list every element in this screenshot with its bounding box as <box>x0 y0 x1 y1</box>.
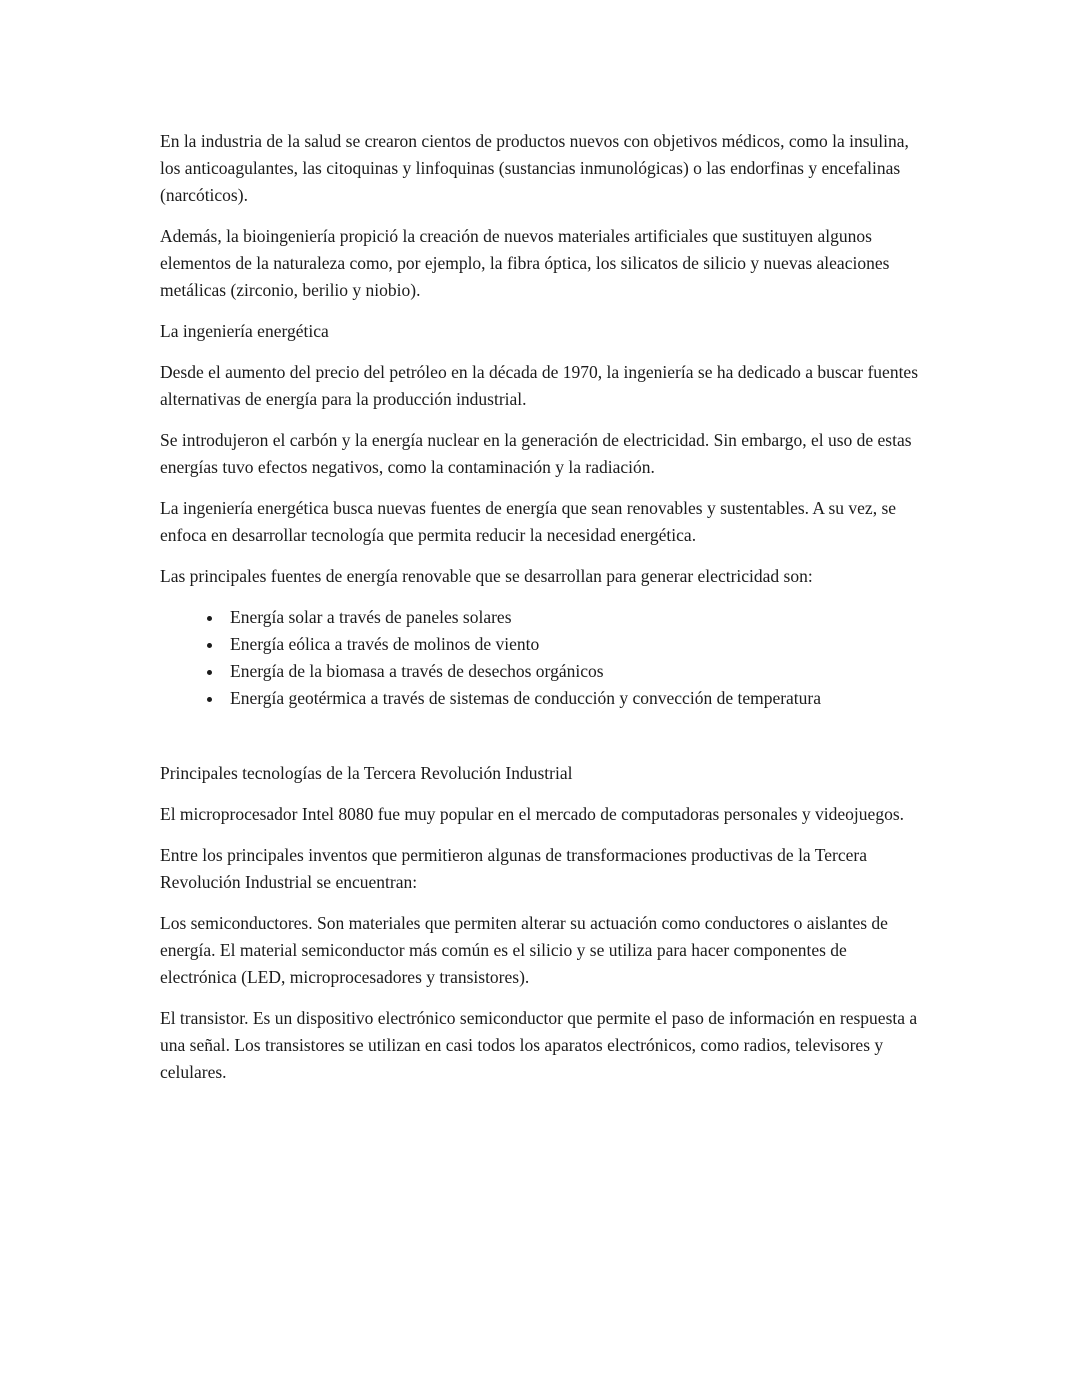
list-item-biomass: • Energía de la biomasa a través de desechos orgánicos <box>224 658 920 685</box>
paragraph-renewable-sources-intro: Las principales fuentes de energía renovable que se desarrollan para generar electricidad son: <box>160 566 813 586</box>
paragraph-main-inventions-intro: Entre los principales inventos que permitieron algunas de transformaciones productivas de la Tercera Revolución Industrial se encuentran: <box>160 845 867 892</box>
list-item-geothermal: • Energía geotérmica a través de sistemas de conducción y convección de temperatura <box>224 685 920 712</box>
paragraph-oil-price: Desde el aumento del precio del petróleo en la década de 1970, la ingeniería se ha dedicado a buscar fuentes alternativas de energía para la producción industrial. <box>160 362 919 409</box>
section-heading-third-industrial-revolution: Principales tecnologías de la Tercera Revolución Industrial <box>160 763 573 783</box>
renewable-energy-list <box>160 604 920 712</box>
list-item-solar: • Energía solar a través de paneles solares <box>224 604 920 631</box>
paragraph-renewable-sustainable: La ingeniería energética busca nuevas fuentes de energía que sean renovables y sustentables. A su vez, se enfoca en desarrollar tecnología que permita reducir la necesidad energética. <box>160 498 897 545</box>
paragraph-coal-nuclear: Se introdujeron el carbón y la energía nuclear en la generación de electricidad. Sin embargo, el uso de estas energías tuvo efectos negativos, como la contaminación y la radiación. <box>160 430 912 477</box>
list-item-wind: • Energía eólica a través de molinos de viento <box>224 631 920 658</box>
paragraph-transistor: El transistor. Es un dispositivo electrónico semiconductor que permite el paso de información en respuesta a una señal. Los transistores se utilizan en casi todos los aparatos electrónicos, como radios, televisores y celulares. <box>160 1008 918 1082</box>
paragraph-bioengineering-materials: Además, la bioingeniería propició la creación de nuevos materiales artificiales que sustituyen algunos elementos de la naturaleza como, por ejemplo, la fibra óptica, los silicatos de silicio y nuevas aleaciones metálicas (zirconio, berilio y niobio). <box>160 226 890 300</box>
paragraph-health-industry: En la industria de la salud se crearon cientos de productos nuevos con objetivos médicos, como la insulina, los anticoagulantes, las citoquinas y linfoquinas (sustancias inmunológicas) o las endorfinas y encefalinas (narcóticos). <box>160 131 909 205</box>
section-heading-energy-engineering: La ingeniería energética <box>160 321 329 341</box>
paragraph-intel-8080: El microprocesador Intel 8080 fue muy popular en el mercado de computadoras personales y videojuegos. <box>160 804 904 824</box>
paragraph-semiconductors: Los semiconductores. Son materiales que permiten alterar su actuación como conductores o aislantes de energía. El material semiconductor más común es el silicio y se utiliza para hacer componentes de electrónica (LED, microprocesadores y transistores). <box>160 913 888 987</box>
